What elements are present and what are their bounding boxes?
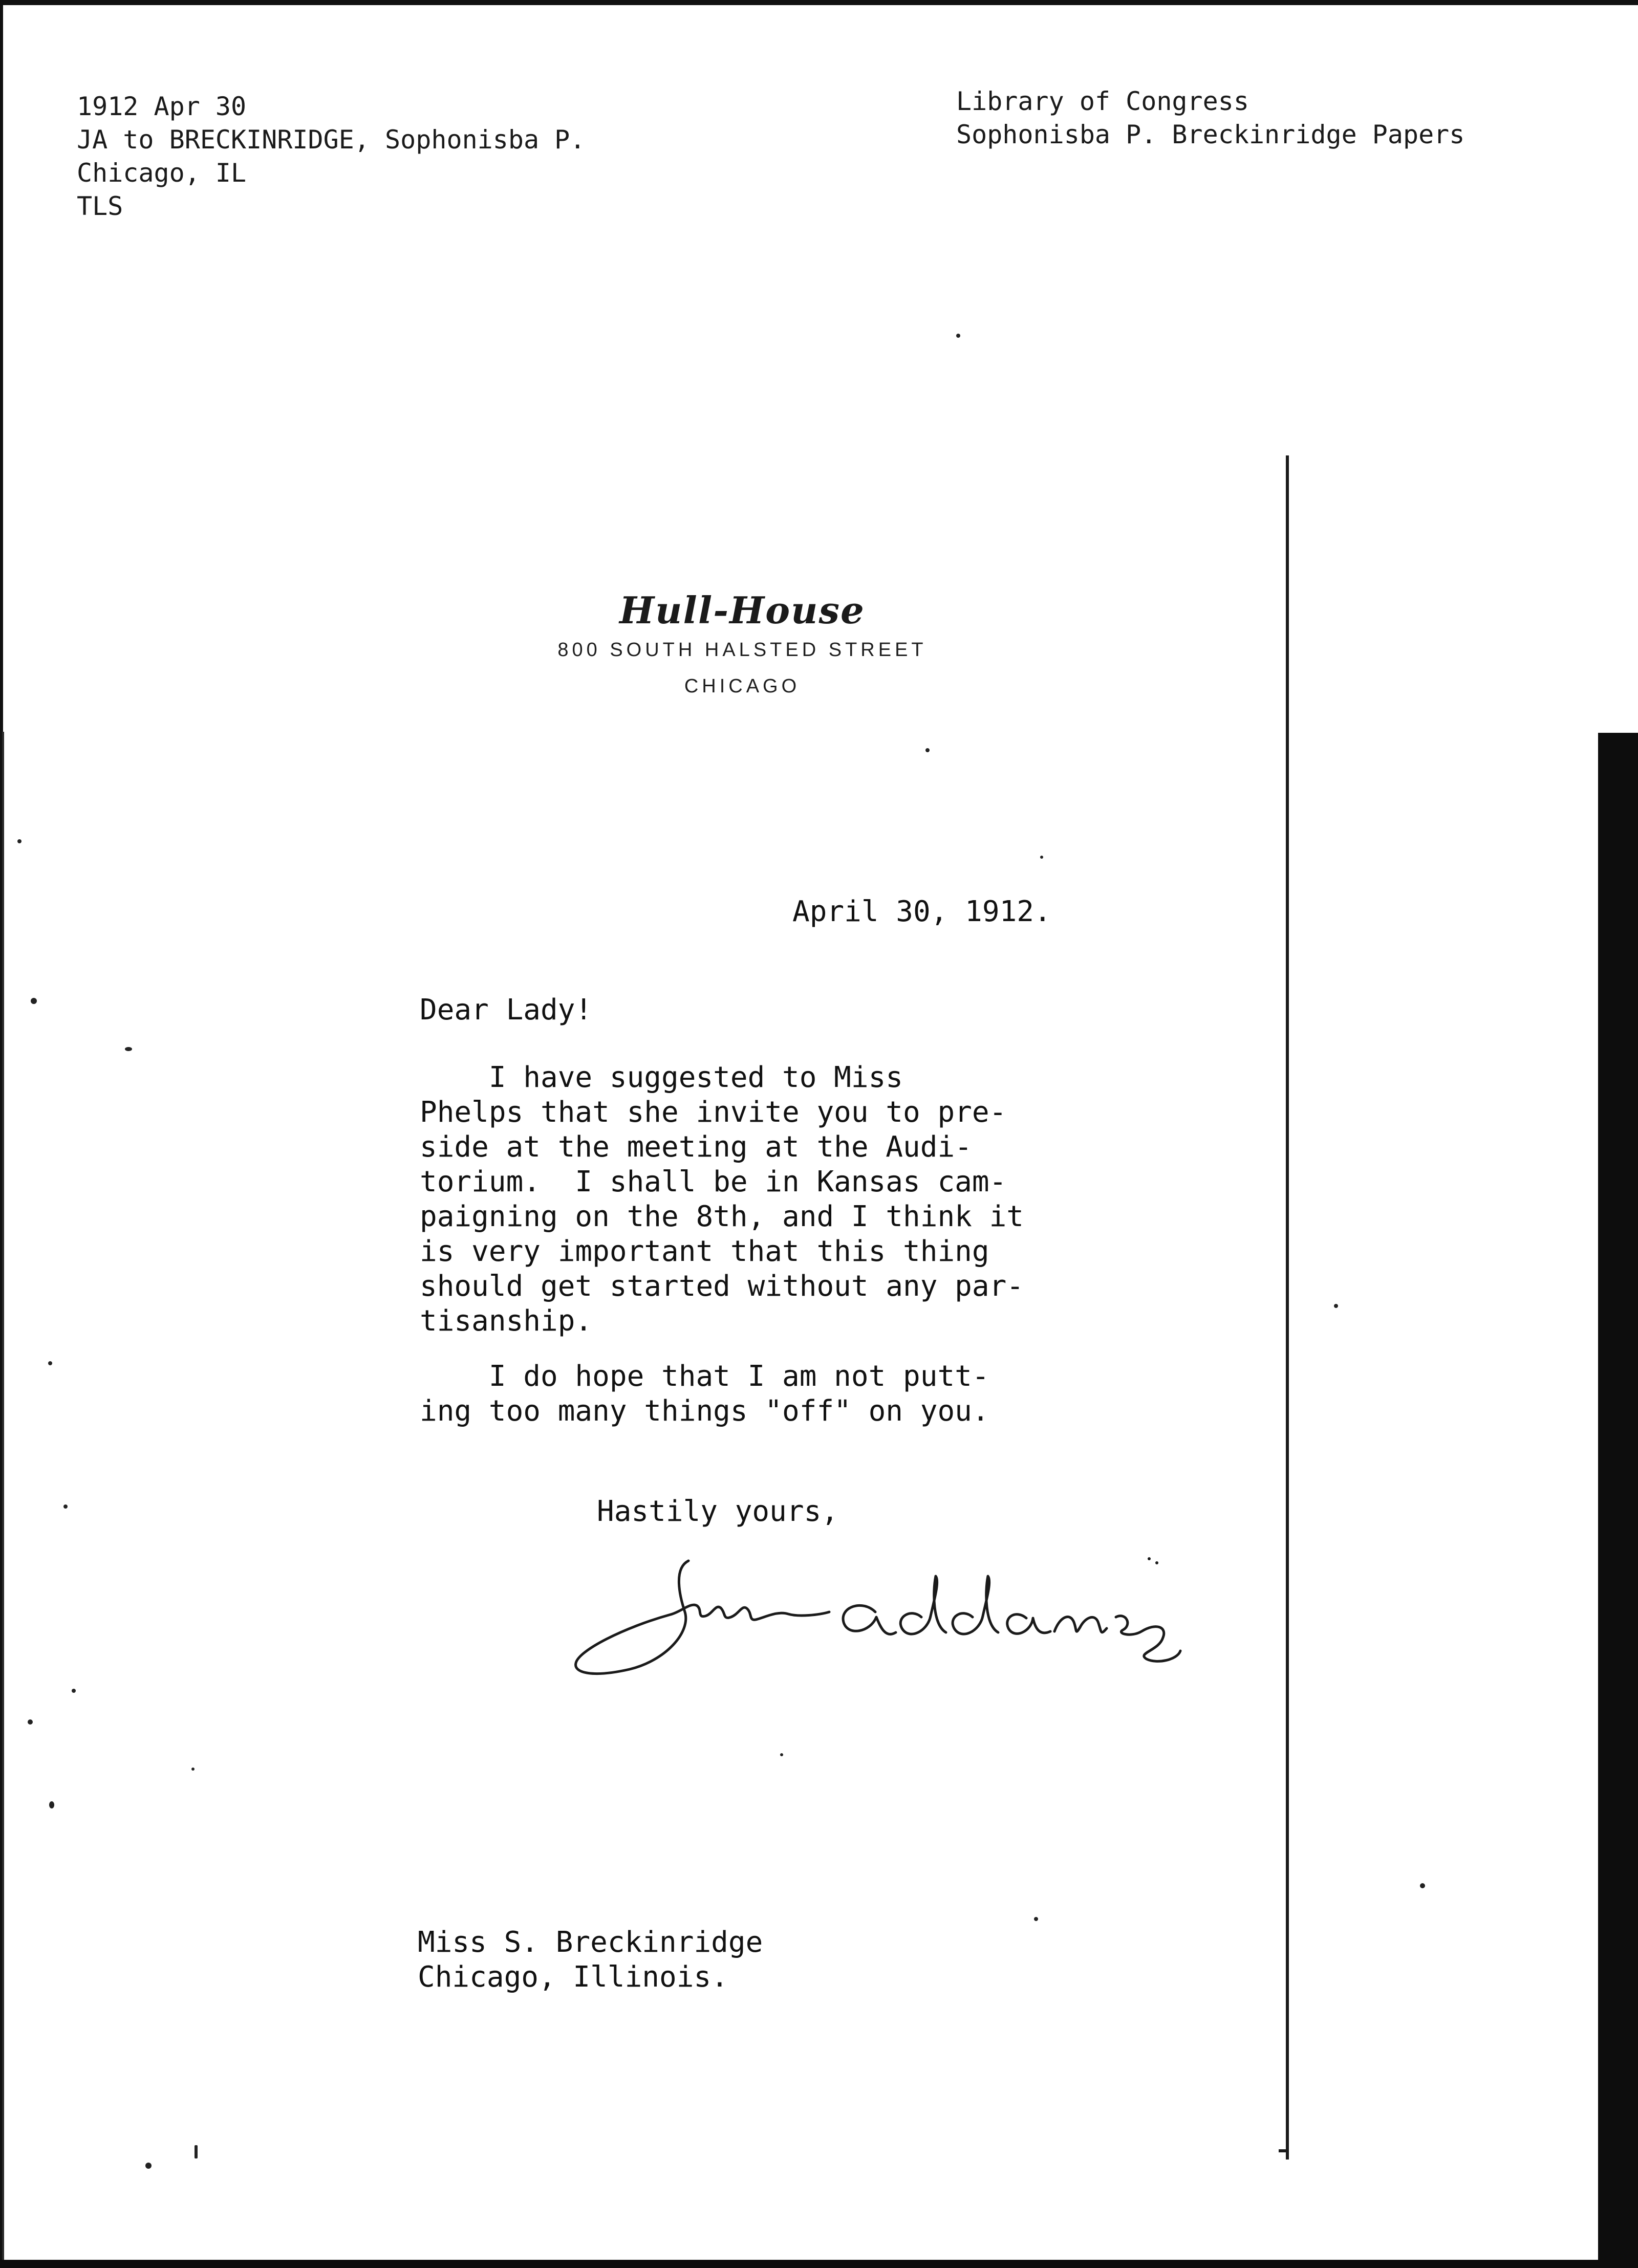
archive-source [956, 85, 1464, 151]
recipient-city: Chicago, Illinois. [418, 1960, 728, 1994]
paragraph-line: I have suggested to Miss [420, 1061, 903, 1094]
recipient-address [418, 1925, 763, 1995]
closing: Hastily yours, [597, 1495, 839, 1528]
letterhead-name: Hull-House [619, 588, 865, 632]
paragraph-line: side at the meeting at the Audi- [420, 1130, 972, 1164]
letterhead-street: 800 SOUTH HALSTED STREET [557, 639, 927, 661]
repository-name: Library of Congress [956, 86, 1249, 116]
paragraph-line: torium. I shall be in Kansas cam- [420, 1165, 1007, 1198]
paragraph-line: tisanship. [420, 1304, 593, 1338]
scan-edge-line [2, 732, 4, 2267]
salutation: Dear Lady! [420, 993, 593, 1027]
letterhead [512, 588, 973, 697]
archive-type: TLS [77, 191, 123, 221]
paper-edge-line [1286, 455, 1289, 2160]
archive-correspondents: JA to BRECKINRIDGE, Sophonisba P. [77, 125, 586, 155]
recipient-name: Miss S. Breckinridge [418, 1926, 763, 1959]
archive-date: 1912 Apr 30 [77, 92, 247, 121]
letter-date: April 30, 1912. [792, 895, 1051, 928]
body-paragraph-1 [420, 1060, 1024, 1339]
archive-place: Chicago, IL [77, 158, 247, 188]
handwritten-signature [563, 1551, 1239, 1684]
paragraph-line: I do hope that I am not putt- [420, 1360, 989, 1393]
letterhead-city: CHICAGO [684, 675, 801, 697]
paragraph-line: Phelps that she invite you to pre- [420, 1096, 1007, 1129]
scan-edge-shadow [1598, 733, 1638, 2268]
scan-bottom-edge [0, 2260, 1638, 2268]
archive-metadata [77, 90, 585, 223]
paragraph-line: paigning on the 8th, and I think it [420, 1200, 1024, 1233]
paragraph-line: ing too many things "off" on you. [420, 1394, 989, 1428]
paragraph-line: should get started without any par- [420, 1270, 1024, 1303]
paper-edge-tick [1279, 2149, 1288, 2152]
paragraph-line: is very important that this thing [420, 1235, 989, 1268]
body-paragraph-2 [420, 1359, 989, 1429]
collection-name: Sophonisba P. Breckinridge Papers [956, 120, 1465, 149]
